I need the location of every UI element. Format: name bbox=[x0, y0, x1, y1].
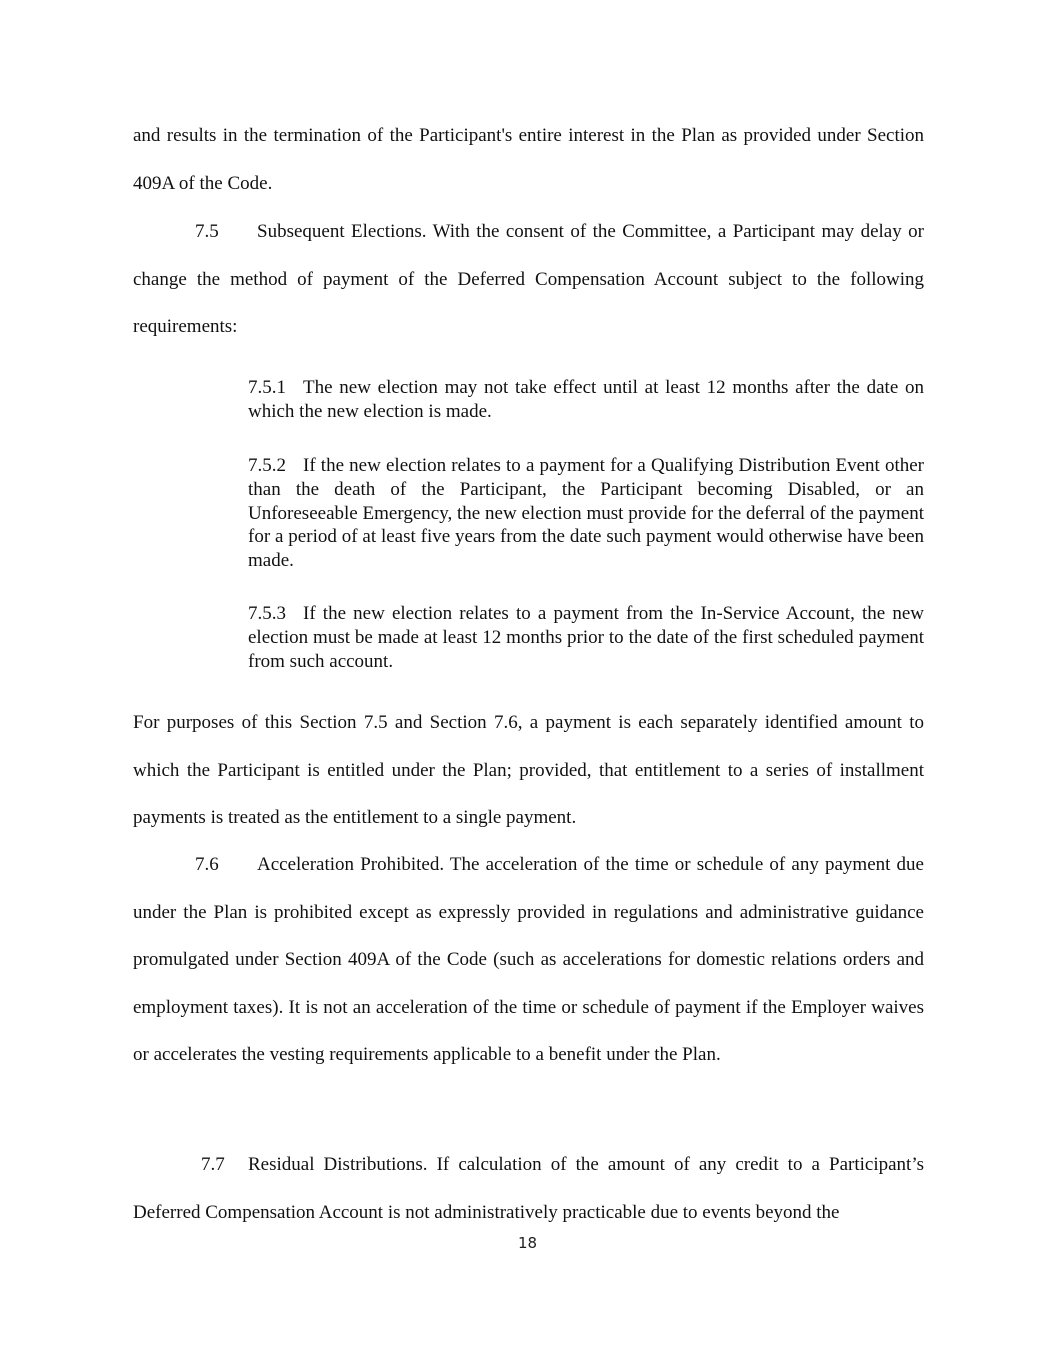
section-7-7-text: Residual Distributions. If calculation of the amount of any credit to a Participant’s Deferred Compensation Account is not administratively practicable due to events beyond the bbox=[133, 1154, 924, 1223]
subsection-7-5-1-number: 7.5.1 bbox=[248, 377, 286, 398]
section-7-5-number: 7.5 bbox=[195, 221, 219, 242]
purposes-text: For purposes of this Section 7.5 and Section 7.6, a payment is each separately identified amount to which the Participant is entitled under the Plan; provided, that entitlement to a series of installment payments is treated as the entitlement to a single payment. bbox=[133, 712, 924, 828]
subsection-7-5-3 bbox=[248, 602, 924, 673]
continuation-text: and results in the termination of the Participant's entire interest in the Plan as provided under Section 409A of the Code. bbox=[133, 125, 924, 194]
continuation-paragraph bbox=[133, 112, 924, 207]
section-7-7-number: 7.7 bbox=[201, 1154, 225, 1175]
subsection-7-5-1 bbox=[248, 376, 924, 424]
subsection-7-5-2-number: 7.5.2 bbox=[248, 455, 286, 476]
subsection-7-5-2 bbox=[248, 454, 924, 573]
section-7-6 bbox=[133, 841, 924, 1079]
section-7-6-number: 7.6 bbox=[195, 854, 219, 875]
subsection-7-5-3-text: If the new election relates to a payment from the In-Service Account, the new election must be made at least 12 months prior to the date of the first scheduled payment from such account. bbox=[248, 603, 924, 672]
purposes-paragraph bbox=[133, 699, 924, 842]
section-7-5-text: Subsequent Elections. With the consent of the Committee, a Participant may delay or change the method of payment of the Deferred Compensation Account subject to the following requirements: bbox=[133, 221, 924, 337]
page-number: 18 bbox=[517, 1234, 538, 1252]
section-7-5 bbox=[133, 208, 924, 351]
subsection-7-5-3-number: 7.5.3 bbox=[248, 603, 286, 624]
section-7-6-text: Acceleration Prohibited. The acceleration of the time or schedule of any payment due under the Plan is prohibited except as expressly provided in regulations and administrative guidance promulgated under Section 409A of the Code (such as accelerations for domestic relations orders and employment taxes). It is not an acceleration of the time or schedule of payment if the Employer waives or accelerates the vesting requirements applicable to a benefit under the Plan. bbox=[133, 854, 924, 1065]
subsection-7-5-2-text: If the new election relates to a payment for a Qualifying Distribution Event other than the death of the Participant, the Participant becoming Disabled, or an Unforeseeable Emergency, the new election must provide for the deferral of the payment for a period of at least five years from the date such payment would otherwise have been made. bbox=[248, 455, 924, 572]
subsection-7-5-1-text: The new election may not take effect until at least 12 months after the date on which the new election is made. bbox=[248, 377, 924, 422]
section-7-7 bbox=[133, 1141, 924, 1236]
